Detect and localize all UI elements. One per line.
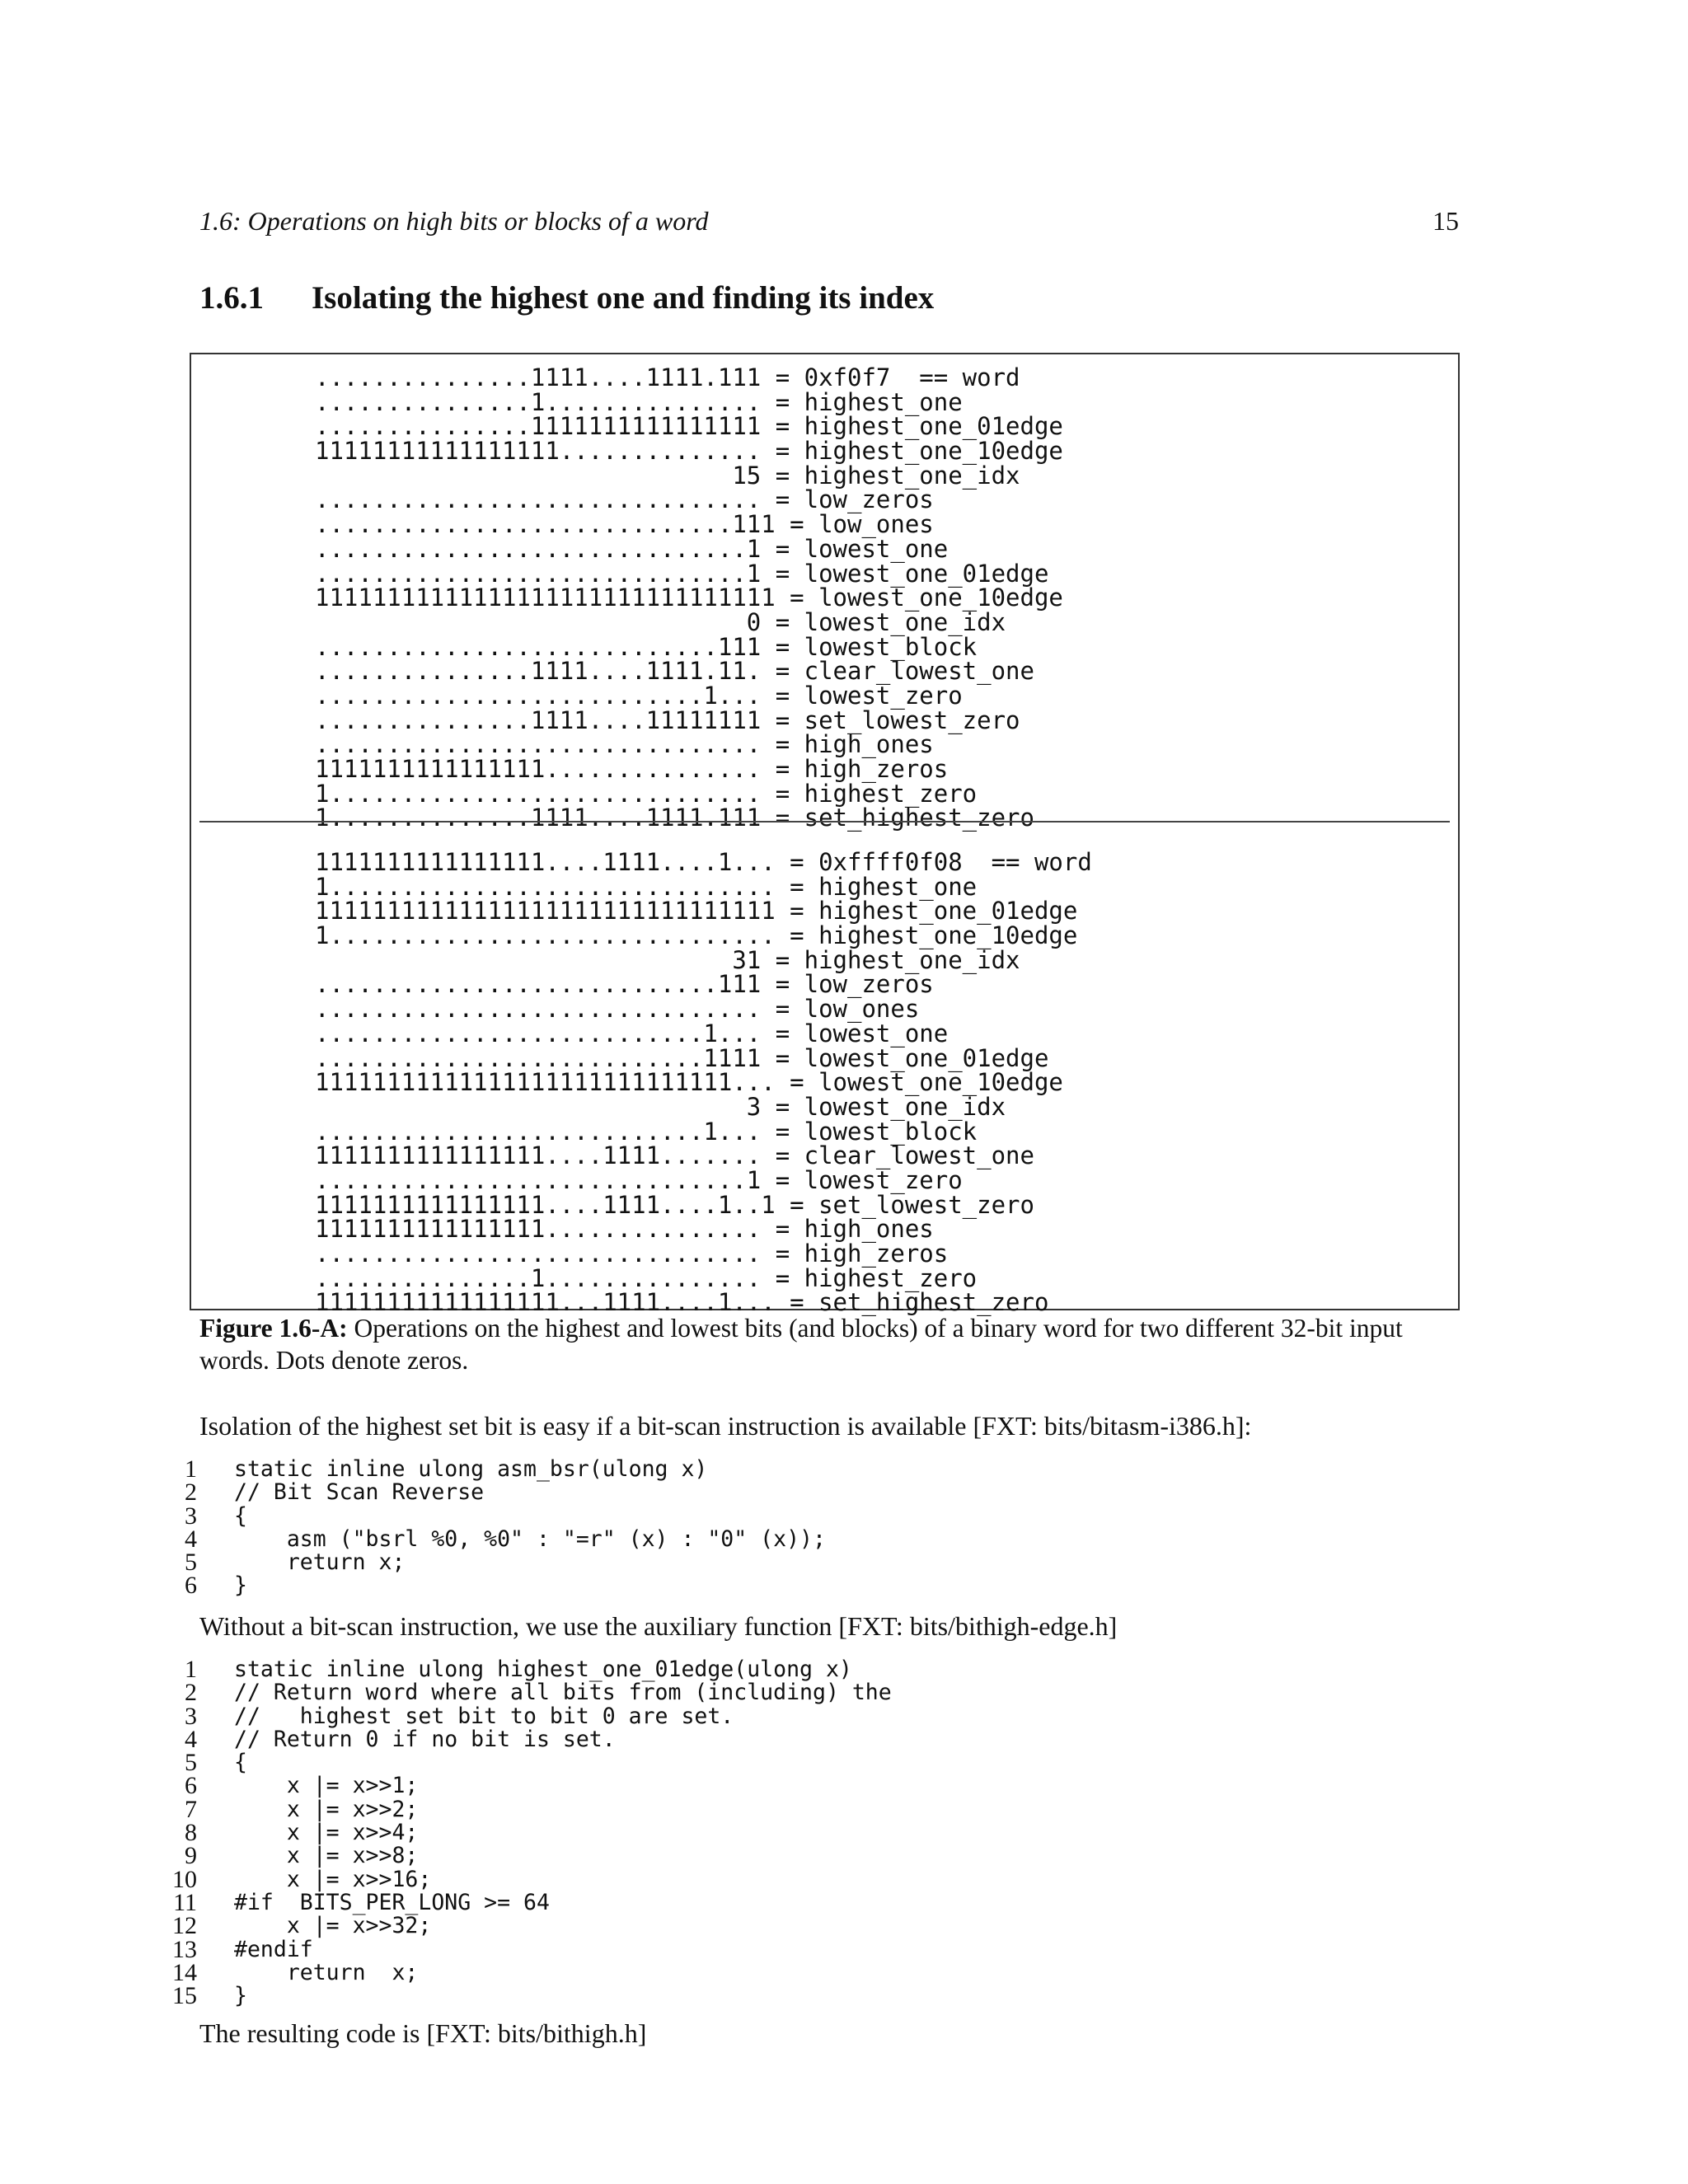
bit-row: 1..............1111....1111.111 = set_highest_zero bbox=[315, 804, 1034, 832]
code-text: // Return word where all bits from (including) the bbox=[234, 1680, 892, 1706]
bit-row: ............................... = high_zeros bbox=[315, 1240, 949, 1268]
bit-row: ...............1111....11111111 = set_lowest_zero bbox=[315, 705, 1020, 734]
code-text: } bbox=[234, 1983, 247, 2009]
running-title: 1.6: Operations on high bits or blocks of a word bbox=[199, 206, 709, 236]
bit-row: 1............................... = highest_one_10edge bbox=[315, 921, 1078, 950]
bit-row: 1.............................. = highest_zero bbox=[315, 779, 978, 808]
bit-row: 1111111111111111............... = high_zeros bbox=[315, 755, 949, 783]
line-number: 3 bbox=[185, 1502, 197, 1530]
running-header bbox=[199, 203, 1459, 239]
code-line bbox=[161, 1819, 892, 1847]
bit-row: ...............1............... = highest_zero bbox=[315, 1263, 978, 1292]
bit-row: ...............1111111111111111 = highest_one_01edge bbox=[315, 412, 1063, 441]
code-line bbox=[161, 1572, 826, 1600]
code-text: x |= x>>1; bbox=[234, 1773, 419, 1799]
bit-table-word-b bbox=[315, 848, 1092, 1317]
code-text: x |= x>>8; bbox=[234, 1843, 419, 1869]
code-text: // highest set bit to bit 0 are set. bbox=[234, 1703, 734, 1729]
code-line bbox=[161, 1865, 892, 1893]
code-text: x |= x>>32; bbox=[234, 1913, 432, 1939]
bit-row: 11111111111111111.............. = highest_one_10edge bbox=[315, 437, 1063, 466]
line-number: 13 bbox=[172, 1935, 197, 1963]
code-listing-asm-bsr bbox=[161, 1455, 826, 1600]
code-text: x |= x>>4; bbox=[234, 1820, 419, 1846]
bit-row: 11111111111111111111111111111... = lowest_one_10edge bbox=[315, 1068, 1063, 1097]
figure-divider bbox=[199, 821, 1450, 823]
bit-row: ...........................1... = lowest_zero bbox=[315, 681, 963, 710]
code-text: asm ("bsrl %0, %0" : "=r" (x) : "0" (x)); bbox=[234, 1526, 826, 1552]
bit-row: 11111111111111111111111111111111 = lowest_one_10edge bbox=[315, 583, 1063, 612]
code-line bbox=[161, 1725, 892, 1753]
bit-row: ...........................1... = lowest_block bbox=[315, 1117, 978, 1146]
line-number: 2 bbox=[185, 1479, 197, 1507]
line-number: 11 bbox=[173, 1888, 197, 1916]
line-number: 1 bbox=[185, 1656, 197, 1683]
code-text: x |= x>>2; bbox=[234, 1796, 419, 1822]
bit-row: ..............................1 = lowest_zero bbox=[315, 1165, 963, 1194]
code-text: { bbox=[234, 1750, 247, 1776]
bit-row: ............................... = high_ones bbox=[315, 730, 934, 759]
code-text: #if BITS_PER_LONG >= 64 bbox=[234, 1889, 550, 1915]
line-number: 12 bbox=[172, 1912, 197, 1940]
code-text: #endif bbox=[234, 1936, 313, 1962]
code-text: return x; bbox=[234, 1549, 406, 1576]
line-number: 1 bbox=[185, 1455, 197, 1483]
section-number: 1.6.1 bbox=[199, 280, 264, 316]
bit-row: ...........................1111 = lowest_one_01edge bbox=[315, 1043, 1049, 1072]
line-number: 10 bbox=[172, 1865, 197, 1893]
code-line bbox=[161, 1888, 892, 1916]
line-number: 5 bbox=[185, 1749, 197, 1777]
bit-row: ..............................1 = lowest_one_01edge bbox=[315, 559, 1049, 588]
line-number: 6 bbox=[185, 1772, 197, 1800]
code-text: static inline ulong asm_bsr(ulong x) bbox=[234, 1456, 708, 1482]
bit-row: .............................111 = low_ones bbox=[315, 510, 934, 539]
code-line bbox=[161, 1795, 892, 1823]
code-line bbox=[161, 1658, 892, 1681]
code-line bbox=[161, 1844, 892, 1868]
paragraph-result: The resulting code is [FXT: bits/bithigh.h] bbox=[199, 2018, 647, 2048]
code-text: // Return 0 if no bit is set. bbox=[234, 1726, 616, 1752]
line-number: 2 bbox=[185, 1679, 197, 1707]
line-number: 7 bbox=[185, 1795, 197, 1823]
bit-row: ..............................1 = lowest_one bbox=[315, 534, 949, 563]
bit-row: 31 = highest_one_idx bbox=[315, 945, 1020, 974]
line-number: 9 bbox=[185, 1842, 197, 1870]
bit-row: ............................... = low_zeros bbox=[315, 485, 934, 514]
bit-table-word-a bbox=[315, 363, 1063, 832]
code-line bbox=[161, 1982, 892, 2010]
code-text: static inline ulong highest_one_01edge(ulong x) bbox=[234, 1657, 852, 1682]
section-title: Isolating the highest one and finding its index bbox=[312, 280, 935, 316]
code-line bbox=[161, 1502, 826, 1530]
bit-row: ...............1............... = highest_one bbox=[315, 387, 963, 416]
bit-row: 11111111111111111...1111....1... = set_highest_zero bbox=[315, 1288, 1049, 1317]
code-line bbox=[161, 1749, 892, 1777]
code-text: } bbox=[234, 1572, 247, 1599]
bit-row: ............................111 = low_zeros bbox=[315, 970, 934, 999]
code-line bbox=[161, 1935, 892, 1963]
bit-row: 1111111111111111....1111....1... = 0xffff0f08 == word bbox=[315, 848, 1092, 876]
line-number: 14 bbox=[172, 1958, 197, 1986]
figure-caption bbox=[199, 1312, 1461, 1376]
figure-box bbox=[190, 353, 1460, 1317]
paragraph-without-bitscan: Without a bit-scan instruction, we use the auxiliary function [FXT: bits/bithigh-edge.h] bbox=[199, 1611, 1118, 1641]
bit-row: 3 = lowest_one_idx bbox=[315, 1092, 1006, 1121]
paragraph-intro: Isolation of the highest set bit is easy if a bit-scan instruction is available [FXT: bits/bitasm-i386.h]: bbox=[199, 1411, 1252, 1441]
bit-row: 11111111111111111111111111111111 = highest_one_01edge bbox=[315, 897, 1078, 926]
bit-row: 0 = lowest_one_idx bbox=[315, 607, 1006, 636]
code-line bbox=[161, 1479, 826, 1507]
code-listing-highest-one-01edge bbox=[161, 1658, 892, 2008]
line-number: 4 bbox=[185, 1525, 197, 1553]
bit-row: 1111111111111111....1111....1..1 = set_lowest_zero bbox=[315, 1190, 1034, 1219]
bit-row: ...............1111....1111.11. = clear_lowest_one bbox=[315, 657, 1034, 686]
bit-row: 15 = highest_one_idx bbox=[315, 461, 1020, 490]
bit-row: 1111111111111111....1111....... = clear_lowest_one bbox=[315, 1141, 1034, 1170]
code-text: { bbox=[234, 1502, 247, 1529]
section-heading bbox=[199, 276, 934, 321]
line-number: 5 bbox=[185, 1549, 197, 1577]
line-number: 6 bbox=[185, 1572, 197, 1600]
line-number: 4 bbox=[185, 1725, 197, 1753]
code-text: return x; bbox=[234, 1959, 419, 1985]
code-line bbox=[161, 1772, 892, 1800]
bit-row: ............................111 = lowest_block bbox=[315, 632, 978, 661]
bit-row: 1............................... = highest_one bbox=[315, 872, 978, 901]
line-number: 3 bbox=[185, 1702, 197, 1730]
code-text: x |= x>>16; bbox=[234, 1866, 432, 1892]
page-number: 15 bbox=[1432, 206, 1459, 236]
bit-row: 1111111111111111............... = high_ones bbox=[315, 1215, 934, 1244]
code-line bbox=[161, 1455, 826, 1483]
code-line bbox=[161, 1702, 892, 1730]
code-line bbox=[161, 1679, 892, 1707]
bit-row: ...........................1... = lowest_one bbox=[315, 1019, 949, 1047]
figure-caption-text: Operations on the highest and lowest bits (and blocks) of a binary word for two different 32-bit input words. Dots denote zeros. bbox=[199, 1314, 1403, 1375]
bit-row: ...............1111....1111.111 = 0xf0f7 == word bbox=[315, 363, 1020, 391]
code-text: // Bit Scan Reverse bbox=[234, 1479, 485, 1506]
code-line bbox=[161, 1525, 826, 1553]
figure-label: Figure 1.6-A: bbox=[199, 1314, 348, 1343]
bit-row: ............................... = low_ones bbox=[315, 995, 920, 1024]
line-number: 8 bbox=[185, 1819, 197, 1847]
code-line bbox=[161, 1549, 826, 1577]
code-line bbox=[161, 1912, 892, 1940]
line-number: 15 bbox=[172, 1982, 197, 2010]
code-line bbox=[161, 1958, 892, 1986]
